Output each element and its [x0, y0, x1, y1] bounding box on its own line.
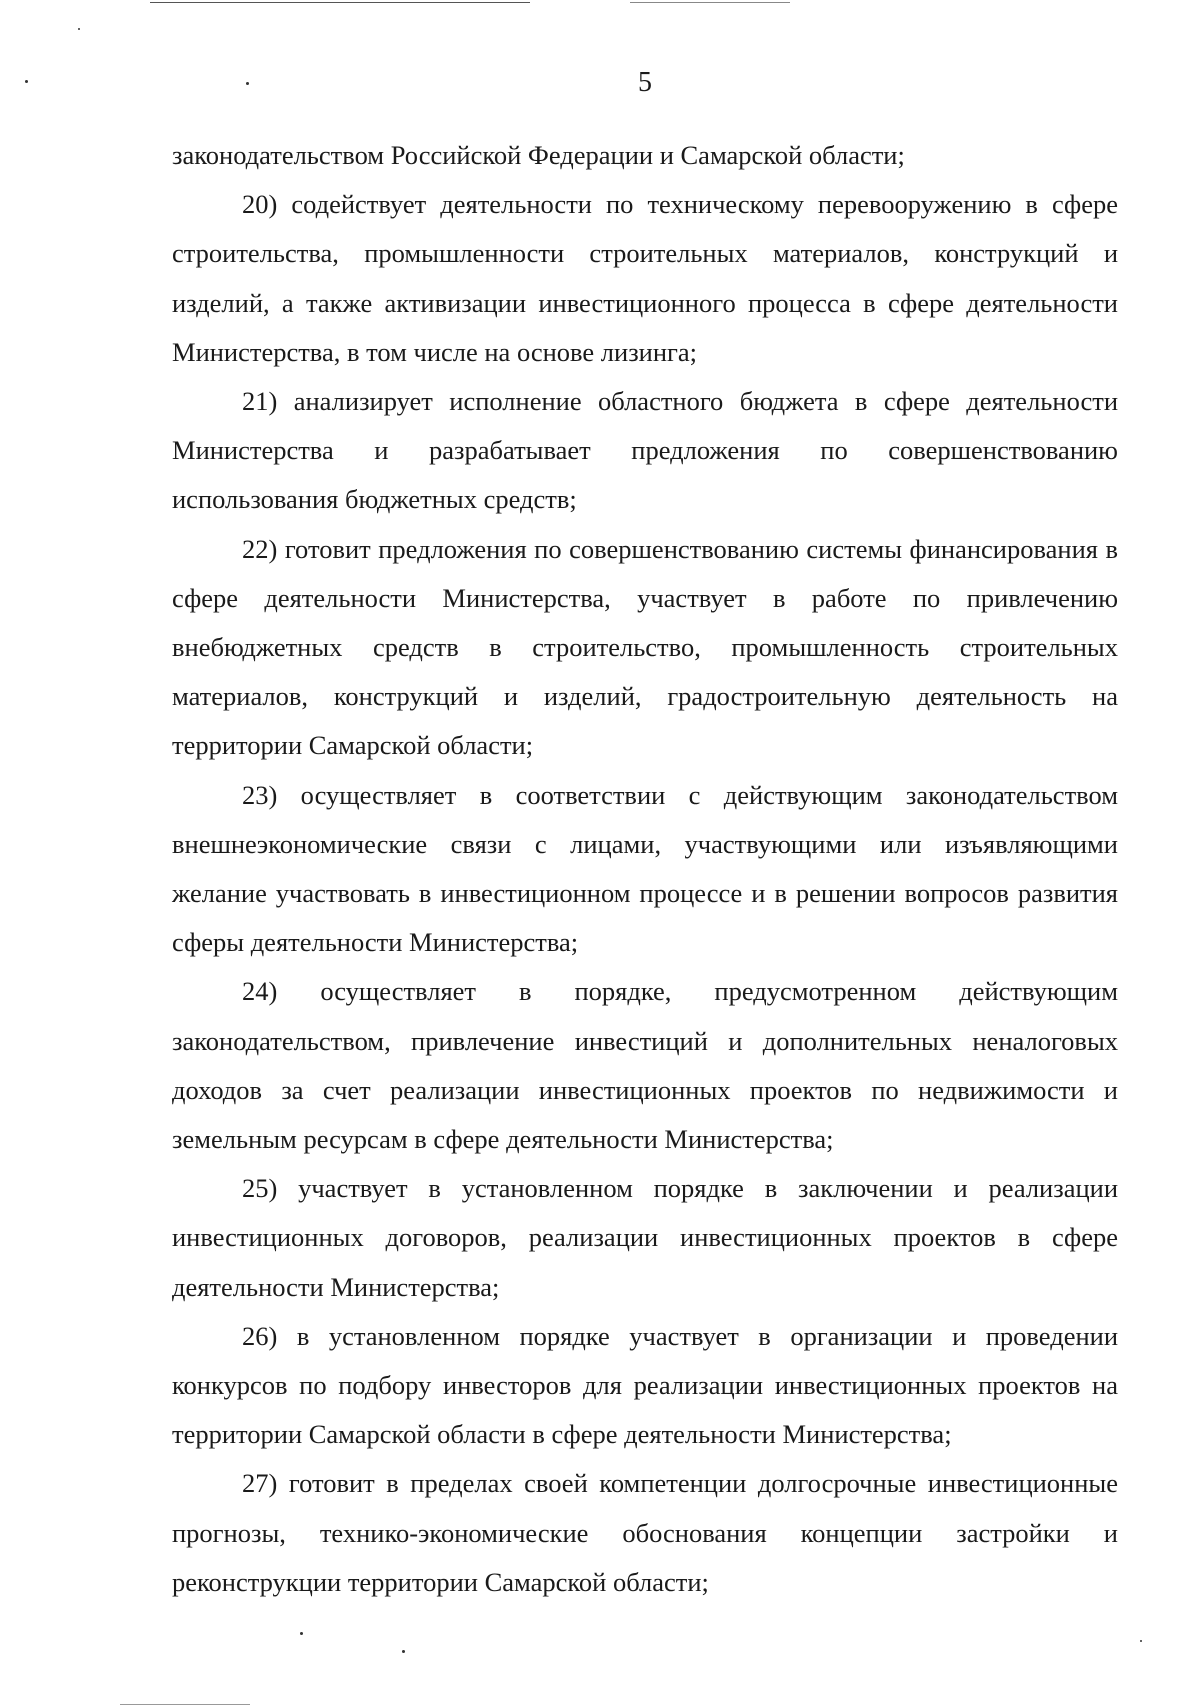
scan-speck [300, 1632, 303, 1635]
scan-speck [78, 28, 80, 30]
scan-edge-bottom [120, 1704, 250, 1705]
list-item: 27) готовит в пределах своей компетенции долгосрочные инвестиционные прогнозы, технико-экономические обоснования концепции застройки и реконструкции территории Самарской области; [172, 1468, 1118, 1597]
scan-speck [402, 1650, 405, 1653]
list-item: 24) осуществляет в порядке, предусмотренном действующим законодательством, привлечение инвестиций и дополнительных неналоговых доходов за счет реализации инвестиционных проектов по недвижимости и земельным ресурсам в сфере деятельности Министерства; [172, 976, 1118, 1155]
list-item: 22) готовит предложения по совершенствованию системы финансирования в сфере деятельности Министерства, участвует в работе по привлечению внебюджетных средств в строительство, промышленность строительных материалов, конструкций и изделий, градостроительную деятельность на территории Самарской области; [172, 533, 1118, 761]
continuation-paragraph: законодательством Российской Федерации и Самарской области; [172, 140, 905, 170]
document-body [172, 131, 1118, 1607]
list-item: 25) участвует в установленном порядке в заключении и реализации инвестиционных договоров, реализации инвестиционных проектов в сфере деятельности Министерства; [172, 1173, 1118, 1302]
list-item: 26) в установленном порядке участвует в организации и проведении конкурсов по подбору инвесторов для реализации инвестиционных проектов на территории Самарской области в сфере деятельности Министерства; [172, 1320, 1118, 1450]
list-item: 21) анализирует исполнение областного бюджета в сфере деятельности Министерства и разрабатывает предложения по совершенствованию использования бюджетных средств; [172, 386, 1118, 515]
page-number: 5 [638, 67, 652, 98]
scan-edge-top [150, 2, 530, 3]
list-item: 20) содействует деятельности по техническому перевооружению в сфере строительства, промышленности строительных материалов, конструкций и изделий, а также активизации инвестиционного процесса в сфере деятельности Министерства, в том числе на основе лизинга; [172, 189, 1118, 367]
scan-edge-top-right [630, 2, 790, 3]
list-item: 23) осуществляет в соответствии с действующим законодательством внешнеэкономические связи с лицами, участвующими или изъявляющими желание участвовать в инвестиционном процессе и в решении вопросов развития сферы деятельности Министерства; [172, 779, 1118, 958]
scan-speck [1140, 1640, 1142, 1642]
